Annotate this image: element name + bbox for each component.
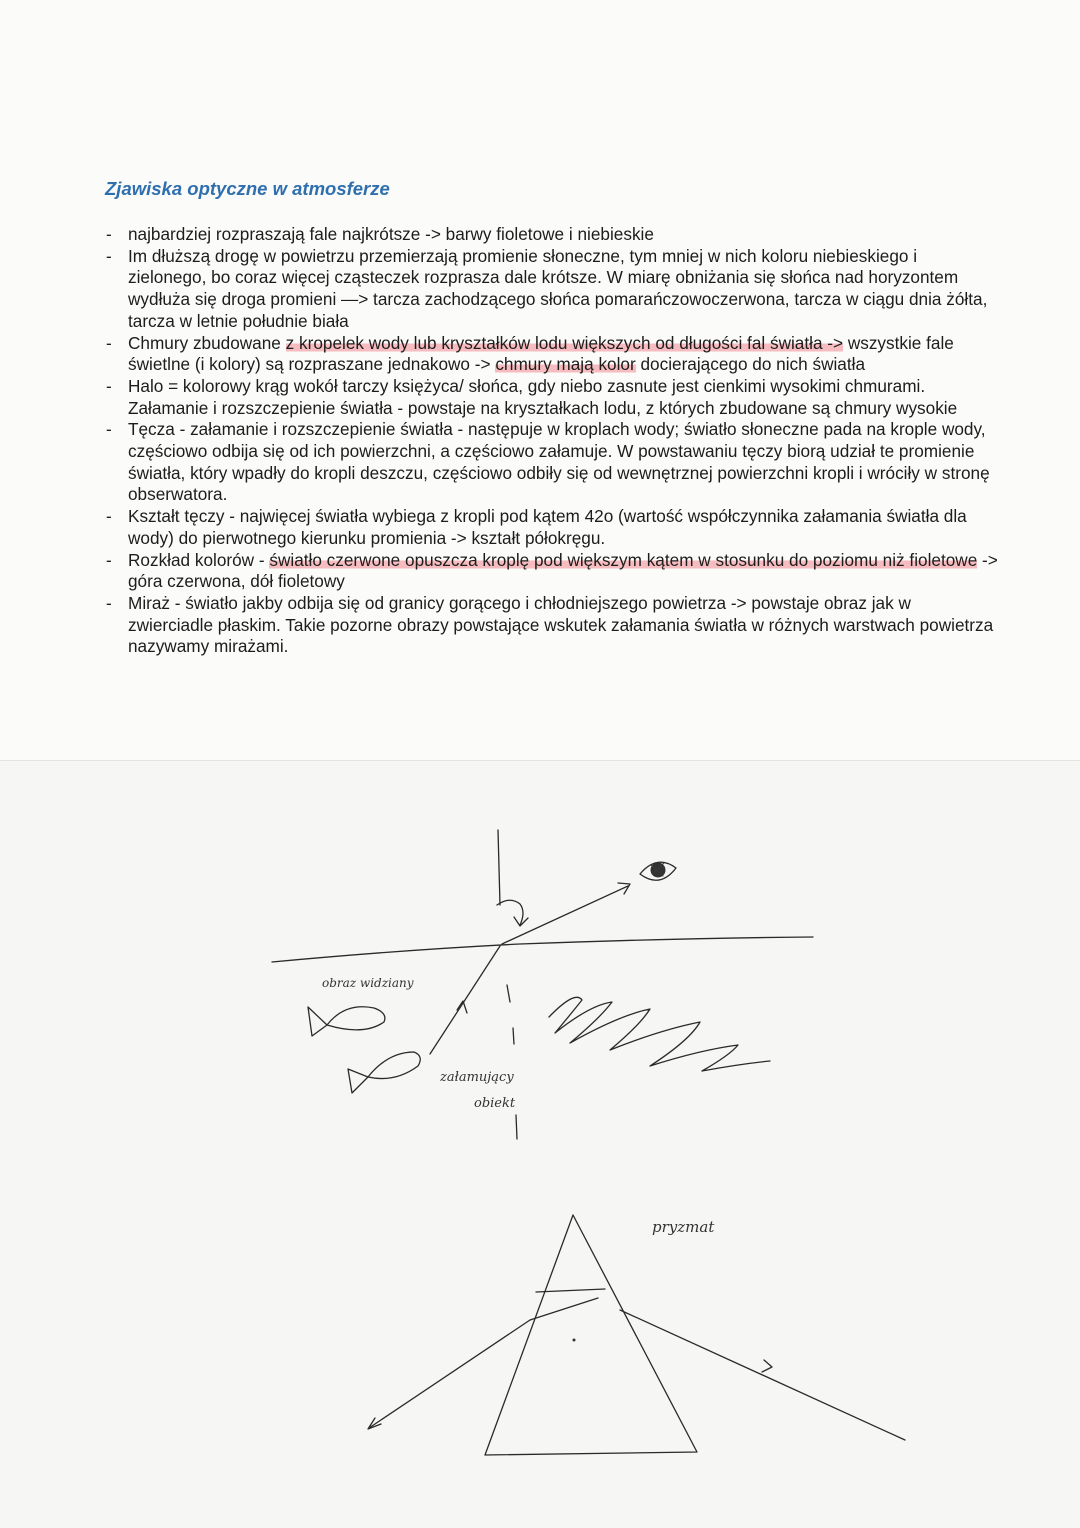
label-object: obiekt (474, 1096, 516, 1111)
page-title: Zjawiska optyczne w atmosferze (105, 178, 390, 199)
note-text: Miraż - światło jakby odbija się od granicy gorącego i chłodniejszego powietrza -> powstaje obraz jak w zwierciadle płaskim. Takie pozorne obrazy powstające wskutek załamania światła w różnych warstwach powietrza nazywamy mirażami. (128, 592, 994, 657)
note-text: -> góra czerwona, dół fioletowy (128, 549, 998, 592)
emergent-ray (620, 1310, 905, 1440)
fish-image-icon (308, 1007, 385, 1036)
fish-object-icon (348, 1052, 420, 1093)
incident-ray (369, 1320, 530, 1428)
label-image: obraz widziany (322, 976, 414, 990)
prism-center-dot (573, 1339, 576, 1342)
note-text: Kształt tęczy - najwięcej światła wybiega z kropli pod kątem 42o (wartość współczynnika załamania światła dla wody) do pierwotnego kierunku promienia -> kształt półokręgu. (128, 506, 967, 548)
prism-sketch (368, 1215, 905, 1455)
emergent-ray-arrow (762, 1360, 772, 1372)
label-apparent: załamujący (440, 1070, 514, 1085)
note-text: Rozkład kolorów - (128, 549, 270, 570)
ray-from-fish (430, 946, 500, 1054)
water-surface-line (272, 937, 813, 962)
note-text: Im dłuższą drogę w powietrzu przemierzają promienie słoneczne, tym mniej w nich koloru niebieskiego i zielonego, bo coraz więcej cząsteczek rozprasza dale krótsze. W miarę obniżania się słońca nad horyzontem wydłuża się droga promieni —> tarcza zachodzącego słońca pomarańczowoczerwona, tarcza w ciągu dnia żółta, tarcza w letnie południe biała (128, 245, 988, 331)
ray-to-eye (502, 886, 628, 944)
highlighted-text: światło czerwone opuszcza kroplę pod większym kątem w stosunku do poziomu niż fioletowe (269, 549, 978, 570)
note-text: docierającego do nich światła (635, 354, 866, 375)
normal-line-lower (507, 985, 517, 1139)
water-waves (549, 997, 770, 1071)
note-text: Chmury zbudowane (128, 332, 286, 353)
eye-icon (640, 862, 676, 880)
note-text: wszystkie fale świetlne (i kolory) są rozpraszane jednakowo -> (128, 332, 954, 375)
refraction-fish-sketch (272, 830, 813, 1139)
highlighted-text: chmury mają kolor (495, 354, 636, 375)
highlighted-text: z kropelek wody lub kryształków lodu większych od długości fal światła -> (285, 332, 844, 353)
angle-arc (497, 900, 523, 925)
normal-line-upper (498, 830, 500, 905)
label-prism: pryzmat (652, 1218, 715, 1236)
prism-outline (485, 1215, 697, 1455)
note-text: najbardziej rozpraszają fale najkrótsze -> barwy fioletowe i niebieskie (128, 224, 654, 244)
internal-ray (530, 1298, 598, 1320)
note-text: Tęcza - załamanie i rozszczepienie światła - następuje w kroplach wody; światło słoneczne pada na krople wody, częściowo odbija się od ich powierzchni, a częściowo załamuje. W powstawaniu tęczy biorą udział te promienie światła, który wpadły do kropli deszczu, częściowo odbiły się od wewnętrznej powierzchni kropli i wróciły w stronę obserwatora. (128, 419, 990, 505)
note-text: Halo = kolorowy krąg wokół tarczy księżyca/ słońca, gdy niebo zasnute jest cienkimi wysokimi chmurami. Załamanie i rozszczepienie światła - powstaje na kryształkach lodu, z których zbudowane są chmury wysokie (128, 375, 958, 418)
